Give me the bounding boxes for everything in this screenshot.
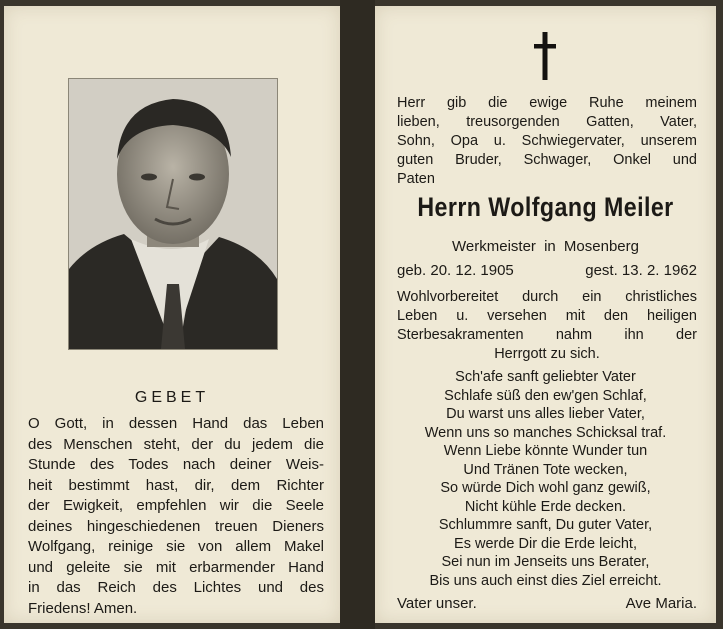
preparation-line: Herrgott zu sich.: [494, 346, 600, 362]
preparation-line: Sterbesakramenten nahm ihn der: [397, 327, 697, 343]
occupation: Werkmeister in Mosenberg: [452, 238, 639, 255]
prayer-title: GEBET: [134, 389, 210, 406]
closing-prayers: [397, 595, 697, 612]
intro-line: Herr gib die ewige Ruhe meinem: [397, 95, 697, 111]
intro-line: Paten: [397, 171, 435, 187]
poem-line: Schlafe süß den ew'gen Schlaf,: [444, 387, 647, 404]
poem-line: Nicht kühle Erde decken.: [464, 498, 627, 515]
prayer-line: deines hingeschiedenen treuen Dieners: [28, 517, 324, 535]
poem-line: So würde Dich wohl ganz gewiß,: [440, 480, 651, 496]
poem-line: Wenn uns so manches Schicksal traf.: [424, 424, 667, 441]
intro-text: [397, 94, 697, 189]
poem-line: Und Tränen Tote wecken,: [463, 461, 628, 478]
poem-line: Wenn Liebe könnte Wunder tun: [443, 443, 648, 459]
footer-ave-maria: Ave Maria.: [625, 595, 697, 612]
prayer-line: Stunde des Todes nach deiner Weis-: [28, 456, 324, 473]
preparation-text: [397, 288, 697, 364]
prayer-line: O Gott, in dessen Hand das Leben: [28, 415, 324, 432]
prayer-line: und geleite sie mit erbarmender Hand: [28, 558, 324, 576]
intro-line: lieben, treusorgenden Gatten, Vater,: [397, 114, 697, 130]
prayer-line: in das Reich des Lichtes und des: [28, 579, 324, 596]
prayer-line: der Ewigkeit, empfehlen wir die Seele: [28, 497, 324, 514]
poem-line: Sch'afe sanft geliebter Vater: [455, 369, 636, 385]
prayer-line: Wolfgang, reinige sie von allem Makel: [28, 538, 324, 555]
footer-vater-unser: Vater unser.: [397, 595, 477, 612]
preparation-line: Wohlvorbereitet durch ein christliches: [397, 289, 697, 305]
deceased-name: Herrn Wolfgang Meiler: [417, 192, 674, 222]
poem-line: Sei nun im Jenseits uns Berater,: [441, 554, 650, 570]
poem-line: Schlummre sanft, Du guter Vater,: [438, 517, 653, 533]
birth-date: geb. 20. 12. 1905: [397, 262, 514, 279]
life-dates: [397, 262, 697, 279]
preparation-line: Leben u. versehen mit den heiligen: [397, 308, 697, 324]
death-date: gest. 13. 2. 1962: [585, 262, 697, 279]
intro-line: Sohn, Opa u. Schwiegervater, unserem: [397, 133, 697, 149]
poem-line: Bis uns auch einst dies Ziel erreicht.: [429, 572, 662, 589]
cross-icon: [530, 30, 560, 82]
prayer-line: Friedens! Amen.: [28, 599, 138, 617]
portrait-illustration: [69, 79, 277, 349]
right-card: [375, 6, 716, 623]
poem-line: Du warst uns alles lieber Vater,: [446, 406, 645, 422]
poem-line: Es werde Dir die Erde leicht,: [454, 535, 637, 552]
prayer-line: des Menschen steht, der du jedem die: [28, 435, 324, 453]
prayer-line: heit bestimmt hast, dir, dem Richter: [28, 476, 324, 494]
card-gap: [340, 0, 375, 629]
left-card: [4, 6, 340, 623]
portrait-photo: [68, 78, 278, 350]
intro-line: guten Bruder, Schwager, Onkel und: [397, 152, 697, 168]
poem: [375, 368, 716, 590]
prayer-text: [28, 414, 324, 619]
